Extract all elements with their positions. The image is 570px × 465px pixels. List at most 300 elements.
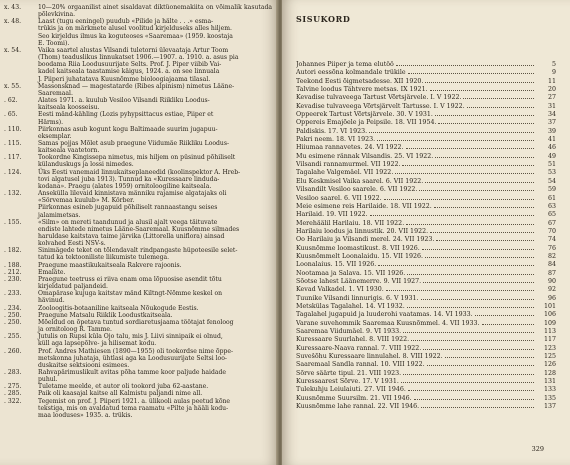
note-ref (4, 54, 38, 61)
toc-entry-page: 5 (551, 61, 556, 68)
note-text: kolvahed Eesti NSV-s. (38, 240, 106, 248)
toc-entry-page: 70 (547, 227, 556, 235)
note-ref: . 110. (4, 125, 22, 133)
note-ref: . 234. (4, 304, 22, 312)
note-text: Paik oli kaasajal kaitse all Kalmistu paljandi nime all. (38, 390, 203, 398)
toc-entry-page: 92 (547, 286, 556, 294)
note-ref (4, 240, 38, 247)
toc-entry (296, 277, 556, 285)
note-line (4, 262, 272, 269)
toc-entry (296, 185, 556, 193)
toc-leader-dots (430, 227, 534, 233)
toc-entry (296, 252, 556, 260)
toc-entry-page: 59 (547, 186, 556, 194)
note-ref (4, 90, 38, 97)
note-line (4, 190, 272, 197)
note-ref: . 115. (4, 139, 22, 147)
note-line (4, 197, 272, 204)
note-ref (4, 376, 38, 383)
toc-leader-dots (403, 369, 534, 375)
toc-entry-title: Harilaiu loodus ja linnustik. 20. VII 1922. (296, 227, 429, 235)
toc-entry-title: Meie esimene reis Harilaide. 18. VII 1922. (296, 202, 432, 210)
toc-entry-page: 53 (547, 169, 556, 177)
note-text: Seo kirjeldus ilmus ka koguteoses «Saaremaa» (1959. koostaja (38, 32, 233, 40)
note-ref (4, 176, 38, 183)
note-text: Piirkonnas esineb jugapuid põhiliselt rannaastangu seises (38, 204, 218, 212)
toc-leader-dots (396, 60, 534, 66)
toc-entry-page: 128 (543, 369, 556, 377)
note-line (4, 76, 272, 83)
note-ref: . 212. (4, 268, 22, 276)
note-line (4, 140, 272, 147)
toc-entry-page: 31 (547, 102, 556, 110)
note-text: eksemplar. (38, 132, 72, 140)
note-text: endiste lahtede nimetus Lääne-Saaremaal. Kuusnõmme silmades (38, 225, 240, 233)
toc-entry (296, 160, 556, 168)
toc-leader-dots (463, 93, 534, 99)
note-text: Zooloogitis-botaaniline kaitseala Nõukogude Eestis. (38, 304, 199, 312)
toc-entry-page: 84 (547, 261, 556, 269)
note-line (4, 247, 272, 254)
toc-entry (296, 310, 556, 318)
note-text: Tookordne Kingissepa nimetus, mis hiljem on püsinud põhiliselt (38, 154, 236, 162)
note-line (4, 319, 272, 326)
toc-leader-dots (445, 352, 534, 358)
toc-entry (296, 60, 556, 68)
note-text: tovi algatusel juba 1913). Tunnud ka «Kuressaare linduda- (38, 175, 220, 183)
toc-entry-title: Tagalahel jugapuid ja luuderohi vaatamas. 14. VI 1933. (296, 311, 473, 319)
note-ref (4, 297, 38, 304)
toc-entry-page: 109 (543, 319, 556, 327)
toc-entry-page: 113 (543, 328, 556, 335)
toc-entry-page: 76 (547, 244, 556, 252)
toc-entry (296, 194, 556, 202)
note-text: «Silm» on mereti taandunud ja alusil ajalt veega täituvate (38, 218, 218, 226)
right-page-contents (282, 0, 570, 465)
toc-entry-title: Kevadise tulvaveega Tartust Võrtsjärvele. I. V 1922. (296, 94, 462, 102)
note-text: Tuletame meelde, et autor oli tookord juba 62-aastane. (38, 383, 209, 391)
toc-entry-title: Oo Harilaiu ja Vilsandi merel. 24. VII 1923. (296, 236, 435, 244)
toc-entry-title: Tulekuhju Leiulaiuti. 27. VII 1946. (296, 386, 406, 394)
toc-entry-title: Vesiloo saarel. 6. VII 1922. (296, 194, 382, 202)
toc-entry-page: 133 (543, 386, 556, 394)
note-line (4, 176, 272, 183)
toc-entry (296, 85, 556, 93)
left-page-notes (0, 0, 278, 465)
note-text: Üks Eesti vanemaid linnukaitseplaneedid (koolinspektor A. Hreb- (38, 168, 241, 176)
toc-entry-page: 106 (543, 311, 556, 319)
toc-leader-dots (425, 177, 534, 183)
note-text: küll aga lapsepõlve- ja hilisemat kodu. (38, 340, 157, 348)
note-ref: x. 48. (4, 18, 22, 26)
toc-leader-dots (403, 327, 534, 333)
note-line (4, 348, 272, 355)
toc-entry-title: Õppeerek Tartust Võrtsjärvele. 30. V 1931. (296, 111, 433, 119)
note-ref: . 275. (4, 383, 22, 391)
note-text: kodana». Praegu (alates 1959) ornitoloogiline kaitseala. (38, 182, 212, 190)
note-line (4, 154, 272, 161)
note-line (4, 297, 272, 304)
note-text: Prof. Andres Mathiesen (1890—1955) oli tookordse nime õppe- (38, 347, 234, 355)
note-line (4, 104, 272, 111)
toc-entry-page: 126 (543, 361, 556, 369)
toc-entry (296, 68, 556, 76)
note-ref: . 124. (4, 168, 22, 176)
toc-leader-dots (386, 285, 534, 291)
toc-leader-dots (422, 244, 534, 250)
toc-leader-dots (406, 219, 534, 225)
note-text: Rahvapärimuslikult avitas põha tamme koor paljude haidade (38, 368, 227, 376)
note-ref: x. 55. (4, 82, 22, 90)
note-ref: . 117. (4, 154, 22, 162)
note-text: Praegune Matsalu Riiklik Loodustkaitseala. (38, 311, 173, 319)
toc-leader-dots (475, 310, 534, 316)
toc-leader-dots (414, 394, 534, 400)
note-line (4, 376, 272, 383)
note-line (4, 254, 272, 261)
note-ref (4, 68, 38, 75)
note-line (4, 119, 272, 126)
note-line (4, 161, 272, 168)
toc-entry-title: Autori eessõna kolmandale trükile (296, 69, 406, 77)
toc-entry (296, 344, 556, 352)
note-ref (4, 254, 38, 261)
note-line (4, 276, 272, 283)
toc-entry-title: Vilsandi rannamurmel. VII 1922. (296, 161, 401, 169)
toc-entry-page: 82 (547, 252, 556, 260)
note-ref (4, 147, 38, 154)
toc-entry-page: 125 (543, 353, 556, 361)
toc-entry (296, 177, 556, 185)
note-ref (4, 25, 38, 32)
note-ref (4, 355, 38, 362)
toc-leader-dots (434, 202, 534, 208)
note-line (4, 18, 272, 25)
toc-entry (296, 377, 556, 385)
note-text: Tegemist on prof. J. Piiperi 1921. a. ülikooli aulas peetud kõne (38, 397, 231, 405)
toc-leader-dots (427, 360, 534, 366)
toc-entry (296, 127, 556, 135)
note-line (4, 47, 272, 54)
toc-entry (296, 93, 556, 101)
note-ref: . 132. (4, 190, 22, 198)
note-text: Laast (tugu eeningel) puudub «Pilide ja hälte . . .» esma- (38, 18, 214, 26)
note-ref (4, 340, 38, 347)
note-line (4, 68, 272, 75)
note-ref (4, 76, 38, 83)
toc-entry (296, 202, 556, 210)
note-line (4, 61, 272, 68)
toc-leader-dots (421, 294, 534, 300)
toc-entry-page: 117 (543, 336, 556, 344)
toc-entry-page: 90 (547, 277, 556, 285)
note-ref (4, 61, 38, 68)
toc-entry-page: 135 (543, 394, 556, 402)
toc-leader-dots (467, 102, 534, 108)
toc-entry-page: 61 (547, 194, 556, 202)
toc-entry-title: Kuusnõmme lahe rannal. 22. VII 1946. (296, 403, 420, 411)
note-text: kaitseala vaatetorn. (38, 147, 100, 155)
toc-leader-dots (406, 143, 534, 149)
note-line (4, 398, 272, 405)
note-text: Saaremaal. (38, 89, 73, 97)
toc-entry (296, 369, 556, 377)
toc-leader-dots (425, 252, 534, 258)
toc-entry (296, 294, 556, 302)
note-ref (4, 212, 38, 219)
note-text: Härms). (38, 118, 64, 126)
toc-entry-title: Varane suvehommik Saaremaa Kuusnõmmel. 4. VII 1933. (296, 319, 480, 327)
toc-entry (296, 152, 556, 160)
note-ref (4, 204, 38, 211)
notes-list (4, 4, 272, 419)
toc-entry (296, 77, 556, 85)
note-line (4, 290, 272, 297)
note-line (4, 33, 272, 40)
toc-entry (296, 143, 556, 151)
toc-entry-page: 39 (547, 127, 556, 135)
toc-leader-dots (408, 385, 534, 391)
toc-leader-dots (377, 135, 534, 141)
note-text: J. Piiperi juhatatava Kuusnõmme bioloogiajaama tilasal. (38, 75, 211, 83)
note-line (4, 333, 272, 340)
toc-entry (296, 118, 556, 126)
note-line (4, 111, 272, 118)
toc-entry-title: Tagalahe Valgemäel. VII 1922. (296, 169, 394, 177)
note-text: Sinimägede teket on tõlendavalt rindpangaste hüpoteesile selet- (38, 247, 238, 255)
toc-leader-dots (370, 210, 534, 216)
toc-entry-page: 41 (547, 136, 556, 144)
toc-entry (296, 335, 556, 343)
toc-entry-page: 65 (547, 211, 556, 219)
note-text: puhul. (38, 376, 58, 384)
note-text: Praegune teetruss ei riiva enam oma lõpuosise asendit tõtu (38, 275, 222, 283)
note-line (4, 226, 272, 233)
note-line (4, 312, 272, 319)
note-text: haruldase kaitstava taime järvika (Littorella uniflora) ainsad (38, 233, 225, 240)
note-line (4, 355, 272, 362)
toc-entry-page: 96 (547, 294, 556, 302)
note-line (4, 305, 272, 312)
note-ref: . 260. (4, 347, 22, 355)
note-ref: . 230. (4, 275, 22, 283)
note-ref: x. 43. (4, 4, 22, 11)
note-line (4, 90, 272, 97)
note-line (4, 283, 272, 290)
toc-entry-title: Õppereis Emajõele ja Peipsile. 18. VII 1954. (296, 119, 437, 127)
toc-entry (296, 394, 556, 402)
note-text: Jutulis on Rupsi küla Ojo talu, mis J. Liivi sinnipaik ei olnud, (38, 333, 223, 341)
note-ref: . 233. (4, 290, 22, 298)
toc-entry-title: Kuusnõmme Suursilm. 21. VII 1946. (296, 394, 412, 402)
toc-entry (296, 327, 556, 335)
note-ref (4, 226, 38, 233)
toc-entry-title: Harilaid. 19. VII 1922. (296, 211, 368, 219)
toc-entry-title: Tuunike Vilsandi linnurigis. 6. V 1931. (296, 294, 419, 302)
toc-leader-dots (378, 260, 534, 266)
toc-leader-dots (421, 402, 534, 408)
note-text: trükis ja on märkmete alusel voolitud kirjelduseks alles hiljem. (38, 25, 232, 33)
toc-entry-page: 87 (547, 269, 556, 277)
toc-entry-title: Elu Keskmisel Vaika saarel. 6. VII 1922. (296, 177, 424, 185)
note-line (4, 97, 272, 104)
note-line (4, 133, 272, 140)
note-ref (4, 283, 38, 290)
toc-entry-page: 74 (547, 236, 556, 244)
note-text: Piirkonnas asub kogunt kogu Baltimaade suurim jugapuu- (38, 125, 218, 133)
page-number: 329 (531, 445, 544, 453)
toc-leader-dots (401, 377, 534, 383)
note-ref: . 250. (4, 311, 22, 319)
toc-entry (296, 385, 556, 393)
note-text: kaitseala koosseisu. (38, 104, 100, 112)
toc-entry-page: 137 (543, 403, 556, 411)
toc-entry-title: Loonalaius. 15. VII 1926. (296, 261, 377, 269)
note-text: Omapärase kujuga kaitstav mänd Kiltngt-Nõmme keskel on (38, 290, 223, 298)
toc-entry-title: Saaremaal Sandla rannal. 10. VIII 1922. (296, 361, 425, 369)
toc-entry (296, 302, 556, 310)
toc-entry-page: 101 (543, 302, 556, 310)
note-text: ja ornitoloog R. Tamme. (38, 326, 112, 334)
note-text: Massonsknad — magestatarde (Ribes alpinism) nimetus Lääne- (38, 82, 235, 90)
note-line (4, 25, 272, 32)
note-ref (4, 133, 38, 140)
note-ref: . 283. (4, 368, 22, 376)
toc-leader-dots (436, 235, 534, 241)
toc-entry-title: Saaremaa Viidumäel. 9. VI 1933. (296, 328, 402, 335)
note-text: Mõeldud on õpetava tuntud sordiaretusjaama töötajat fenoloog (38, 318, 234, 326)
toc-entry (296, 285, 556, 293)
note-line (4, 212, 272, 219)
note-line (4, 219, 272, 226)
note-line (4, 390, 272, 397)
toc-entry (296, 352, 556, 360)
note-ref (4, 119, 38, 126)
toc-entry-page: 46 (547, 144, 556, 152)
toc-entry-title: Hiiumaa rannavetes. 24. VI 1922. (296, 144, 404, 152)
toc-entry-title: Kuusnõmme loomastikust. 8. VII 1926. (296, 244, 420, 252)
note-ref: . 65. (4, 111, 18, 119)
note-ref: . 62. (4, 97, 18, 105)
toc-entry-title: Metskülas Tagalahel. 14. VI 1932. (296, 302, 405, 310)
toc-entry (296, 110, 556, 118)
note-text: Emaläte. (38, 268, 66, 276)
toc-entry (296, 360, 556, 368)
note-ref (4, 33, 38, 40)
toc-leader-dots (423, 344, 534, 350)
note-ref (4, 197, 38, 204)
note-text: jalamimetsas. (38, 211, 81, 219)
toc-entry-page: 123 (543, 344, 556, 352)
note-text: E. Toomi). (38, 39, 70, 47)
toc-entry-page: 63 (547, 202, 556, 210)
note-line (4, 233, 272, 240)
toc-leader-dots (419, 185, 534, 191)
note-ref (4, 405, 38, 412)
toc-entry-title: Talvine loodus Tähtvere metsas. IX 1921. (296, 86, 428, 94)
contents-heading: SISUKORD (296, 14, 351, 24)
note-ref: . 285. (4, 390, 22, 398)
note-text: duskaitse sektsiooni esimees. (38, 361, 130, 369)
note-ref: . 322. (4, 397, 22, 405)
toc-entry-title: Mu esimene rännak Vilsandis. 25. VI 1922. (296, 152, 434, 160)
note-text: Praegune maastikukaitseala Rakvere rajoonis. (38, 261, 182, 269)
toc-entry-title: Johannes Piiper ja tema elutöö (296, 61, 394, 68)
toc-entry (296, 319, 556, 327)
toc-entry-page: 54 (547, 177, 556, 185)
toc-entry-title: Kevadise tulvaveega Võrtsjärvelt Tartusse. I. V 1922. (296, 102, 465, 110)
note-text: Eesti mänd-kähling (Lozis pyhypsittacus estiae, Piiper et (38, 111, 214, 119)
note-ref (4, 104, 38, 111)
note-ref: x. 54. (4, 46, 22, 54)
toc-entry-title: Merehäälil Harilaiu. 18. VII 1922. (296, 219, 405, 227)
toc-entry-title: Kuressaare Suurlahel. 8. VIII 1922. (296, 336, 410, 344)
note-text: kadel kaitseala taastamise käigus, 1924. a. on see linnuala (38, 68, 220, 76)
note-text: külanduskugs ja lossi nimedes. (38, 161, 134, 169)
note-text: boodama Riia Loodusuurijate Selts. Prof. J. Piper viibib Vai- (38, 61, 222, 69)
note-ref (4, 233, 38, 240)
note-ref: . 250. (4, 318, 22, 326)
note-ref: . 155. (4, 218, 22, 226)
toc-entry (296, 269, 556, 277)
note-text: metskonna juhataja, ühtlasi aga ka Loodusuurijate Seltsi loo- (38, 354, 227, 362)
toc-entry-title: Sõrve säärte tipul. 21. VIII 1923. (296, 369, 402, 377)
note-line (4, 204, 272, 211)
toc-entry (296, 235, 556, 243)
toc-entry-page: 37 (547, 119, 556, 127)
toc-leader-dots (435, 152, 534, 158)
note-text: Alates 1971. a. kuulub Vesiloo Vilsandi Riikliku Loodus- (38, 97, 210, 105)
toc-entry-page: 67 (547, 219, 556, 227)
note-line (4, 126, 272, 133)
note-ref: . 255. (4, 333, 22, 341)
note-line (4, 54, 272, 61)
note-line (4, 269, 272, 276)
note-line (4, 369, 272, 376)
note-line (4, 147, 272, 154)
note-line (4, 405, 272, 412)
note-text: 10—20% orgaanilist ainet sisaldavat diktüonemakiita on võimalik kasutada põlevkivina. (38, 4, 272, 19)
note-text: «Sörvemaa kuulub» M. Körber. (38, 197, 135, 205)
note-ref (4, 326, 38, 333)
toc-entry-page: 11 (547, 77, 556, 85)
toc-leader-dots (408, 68, 534, 74)
toc-leader-dots (482, 319, 534, 325)
toc-leader-dots (438, 118, 534, 124)
toc-entry-title: Suvešõhu Kuressaare linnulahel. 8. VIII 1922. (296, 353, 443, 361)
toc-entry-page: 27 (547, 94, 556, 102)
toc-entry-title: Sõotse lahest Läänemerre. 9. VII 1927. (296, 277, 422, 285)
toc-entry-page: 9 (551, 69, 556, 77)
toc-entry-title: Vilsandilt Vesiloo saarele. 6. VII 1922. (296, 186, 418, 194)
toc-leader-dots (411, 335, 534, 341)
note-ref (4, 183, 38, 190)
note-text: maa looduses» 1935. a. trükis. (38, 411, 133, 419)
note-text: Vaika saartel alustas Vilsandi tuletorni ülevaataja Artur Toom (38, 46, 229, 54)
toc-entry-page: 51 (547, 161, 556, 169)
toc-entry (296, 244, 556, 252)
toc-entry-title: Teekond Eesti õigmetsadesse. XII 1920. (296, 77, 424, 85)
toc-entry-page: 34 (547, 111, 556, 119)
table-of-contents (296, 60, 556, 410)
note-line (4, 183, 272, 190)
toc-entry (296, 219, 556, 227)
toc-entry-title: Kevad Valkadel. 1. VI 1930. (296, 286, 384, 294)
note-text: Samas pojjas Mõlet asub praegune Viidumäe Riikliku Loodus- (38, 139, 230, 147)
note-line (4, 240, 272, 247)
toc-entry (296, 210, 556, 218)
note-line (4, 362, 272, 369)
